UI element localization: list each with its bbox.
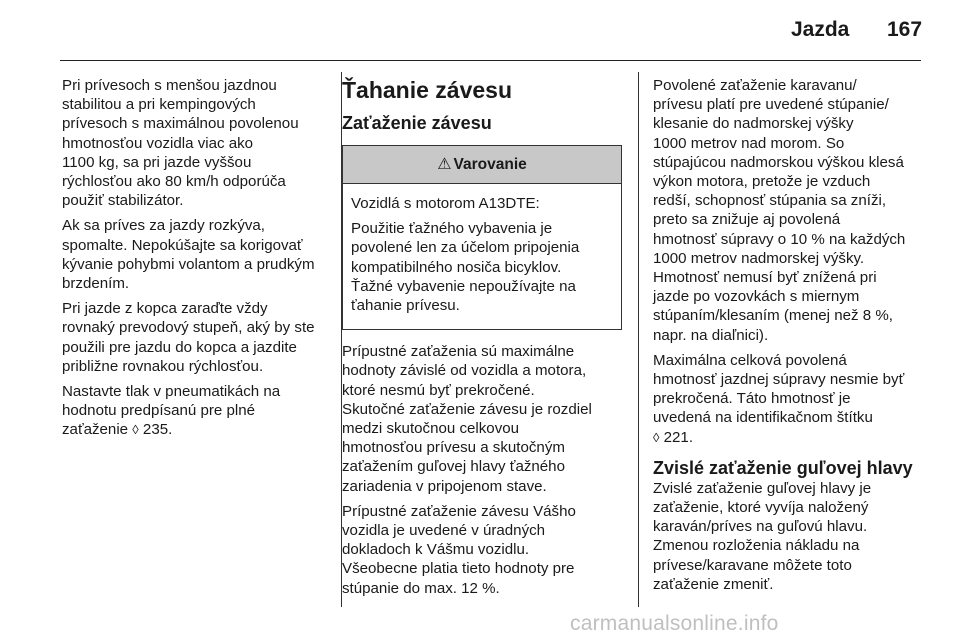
column-left	[62, 76, 330, 446]
paragraph-with-reference	[653, 351, 929, 447]
page-header	[0, 0, 960, 60]
watermark: carmanualsonline.info	[570, 612, 779, 635]
paragraph: Povolené zaťaženie karavanu/ prívesu platí pre uvedené stúpanie/ klesanie do nadmorskej výšky 1000 metrov nad morom. So stúpajúcou nadmorskou výškou klesá výkon motora, pretože je vzduch redší, schopnosť stúpania sa zníži, preto sa znižuje aj povolená hmotnosť súpravy o 10 % na každých 1000 metrov nadmorskej výšky. Hmotnosť nemusí byť znížená pri jazde po vozovkách s miernym stúpaním/klesaním (menej než 8 %, napr. na diaľnici).	[653, 77, 906, 344]
body-text	[342, 342, 625, 598]
column-right	[653, 76, 929, 600]
paragraph: Prípustné zaťaženia sú maximálne hodnoty závislé od vozidla a motora, ktoré nesmú byť prekročené. Skutočné zaťaženie závesu je rozdiel medzi skutočnou celkovou hmotnosťou prívesu a skutočným zaťažením guľovej hlavy ťažného zariadenia v pripojenom stave.	[342, 343, 592, 495]
page-reference-icon: ◊	[132, 422, 139, 438]
page-number: 167	[887, 18, 923, 41]
paragraph: Pri jazde z kopca zaraďte vždy rovnaký prevodový stupeň, aký by ste použili pre jazdu do kopca a jazdite približne rovnakou rýchlosťou.	[62, 300, 315, 375]
paragraph: Ak sa príves za jazdy rozkýva, spomalte. Nepokúšajte sa korigovať kývanie pohybmi volantom a prudkým brzdením.	[62, 217, 315, 293]
warning-text: Vozidlá s motorom A13DTE:	[351, 195, 540, 212]
paragraph: Pri prívesoch s menšou jazdnou stabilitou a pri kempingových prívesoch s maximálnou povolenou hmotnosťou vozidla viac ako 1100 kg, sa pri jazde vyššou rýchlosťou ako 80 km/h odporúča použiť stabilizátor.	[62, 77, 299, 210]
page-reference[interactable]: 235.	[142, 421, 173, 439]
page-title: Jazda	[791, 18, 850, 41]
warning-box	[342, 145, 622, 330]
column-middle	[342, 76, 625, 604]
paragraph: Zvislé zaťaženie guľovej hlavy je zaťaženie, ktoré vyvíja naložený karaván/príves na guľovú hlavu. Zmenou rozloženia nákladu na prívese/karavane môžete toto zaťaženie zmeniť.	[653, 479, 872, 593]
subsection-heading: Zaťaženie závesu	[342, 113, 492, 133]
paragraph-text: Nastavte tlak v pneumatikách na hodnotu predpísanú pre plné zaťaženie	[62, 383, 281, 439]
subsection-heading: Zvislé zaťaženie guľovej hlavy	[653, 457, 913, 478]
header-rule	[60, 60, 921, 61]
page-reference[interactable]: 221.	[663, 428, 694, 446]
column-divider	[638, 72, 639, 607]
paragraph-with-reference	[62, 382, 330, 440]
page-reference-icon: ◊	[653, 429, 660, 445]
warning-title: Varovanie	[453, 155, 527, 173]
warning-triangle-icon: ⚠	[437, 155, 452, 173]
warning-text: Použitie ťažného vybavenia je povolené len za účelom pripojenia kompatibilného nosiča bicyklov. Ťažné vybavenie nepoužívajte na ťahanie prívesu.	[351, 220, 580, 315]
paragraph-text: Maximálna celková povolená hmotnosť jazdnej súpravy nesmie byť prekročená. Táto hmotnosť je uvedená na identifikačnom štítku	[653, 351, 905, 427]
paragraph: Prípustné zaťaženie závesu Vášho vozidla je uvedené v úradných dokladoch k Vášmu vozidlu. Všeobecne platia tieto hodnoty pre stúpanie do max. 12 %.	[342, 502, 576, 597]
section-heading: Ťahanie závesu	[342, 77, 513, 103]
warning-body	[343, 184, 621, 329]
warning-header	[343, 146, 621, 184]
